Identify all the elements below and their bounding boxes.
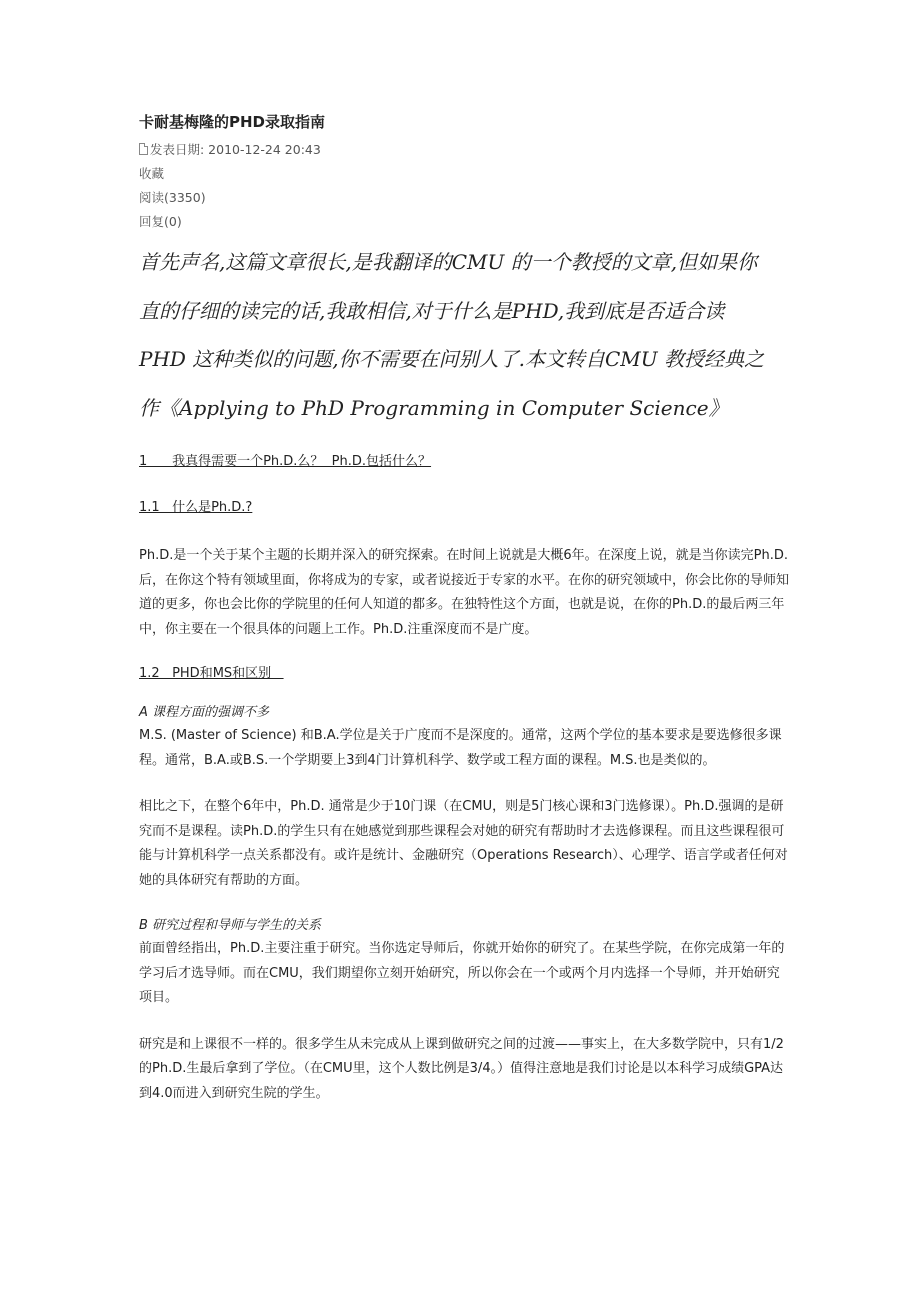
intro-line: 直的仔细的读完的话,我敢相信,对于什么是PHD,我到底是否适合读 xyxy=(139,298,725,323)
section-1-heading[interactable]: 1 我真得需要一个Ph.D.么？ Ph.D.包括什么？ xyxy=(139,454,432,469)
section-b-paragraph-1: 前面曾经指出，Ph.D.主要注重于研究。当你选定导师后，你就开始你的研究了。在某些学院，在你完成第一年的学习后才选导师。而在CMU，我们期望你立刻开始研究，所以你会在一个或两个月内选择一个导师，并开始研究项目。 xyxy=(139,941,785,1005)
document-icon xyxy=(139,143,148,155)
section-a-paragraph-2: 相比之下，在整个6年中，Ph.D. 通常是少于10门课（在CMU，则是5门核心课和3门选修课）。Ph.D.强调的是研究而不是课程。读Ph.D.的学生只有在她感觉到那些课程会对她的研究有帮助时才去选修课程。而且这些课程很可能与计算机科学一点关系都没有。或许是统计、金融研究（Operations Research）、心理学、语言学或者任何对她的具体研究有帮助的方面。 xyxy=(139,799,788,888)
publish-date xyxy=(139,138,789,162)
section-b-paragraph-2: 研究是和上课很不一样的。很多学生从未完成从上课到做研究之间的过渡——事实上，在大多数学院中，只有1/2的Ph.D.生最后拿到了学位。（在CMU里，这个人数比例是3/4。）值得注意地是我们讨论是以本科学习成绩GPA达到4.0而进入到研究生院的学生。 xyxy=(139,1036,784,1101)
favorite-link[interactable]: 收藏 xyxy=(139,166,165,181)
publish-date-text: 发表日期: 2010-12-24 20:43 xyxy=(150,142,321,157)
section-a-paragraph-1: M.S. (Master of Science) 和B.A.学位是关于广度而不是深度的。通常，这两个学位的基本要求是要选修很多课程。通常，B.A.或B.S.一个学期要上3到4门计算机科学、数学或工程方面的课程。M.S.也是类似的。 xyxy=(139,728,782,768)
intro-line: 首先声名,这篇文章很长,是我翻译的CMU 的一个教授的文章,但如果你 xyxy=(139,250,758,274)
article-title: 卡耐基梅隆的PHD录取指南 xyxy=(139,113,325,131)
article-body xyxy=(139,112,789,1128)
reply-count[interactable]: 回复(0) xyxy=(139,214,182,229)
intro-paragraph xyxy=(139,238,789,432)
read-count: 阅读(3350) xyxy=(139,190,206,205)
intro-line: PHD 这种类似的问题,你不需要在问别人了.本文转自CMU 教授经典之 xyxy=(139,347,764,371)
intro-line: 作《Applying to PhD Programming in Computer Science》 xyxy=(139,395,729,420)
section-1-1-paragraph: Ph.D.是一个关于某个主题的长期并深入的研究探索。在时间上说就是大概6年。在深度上说，就是当你读完Ph.D.后，在你这个特有领域里面，你将成为的专家，或者说接近于专家的水平。在你的研究领域中，你会比你的导师知道的更多，你也会比你的学院里的任何人知道的都多。在独特性这个方面，也就是说，在你的Ph.D.的最后两三年中，你主要在一个很具体的问题上工作。Ph.D.注重深度而不是广度。 xyxy=(139,548,790,637)
section-1-1-heading[interactable]: 1.1 什么是Ph.D.? xyxy=(139,500,253,515)
section-1-2-heading[interactable]: 1.2 PHD和MS和区别 xyxy=(139,666,284,681)
section-b-subheading: B 研究过程和导师与学生的关系 xyxy=(139,918,322,933)
section-a-subheading: A 课程方面的强调不多 xyxy=(139,705,270,720)
